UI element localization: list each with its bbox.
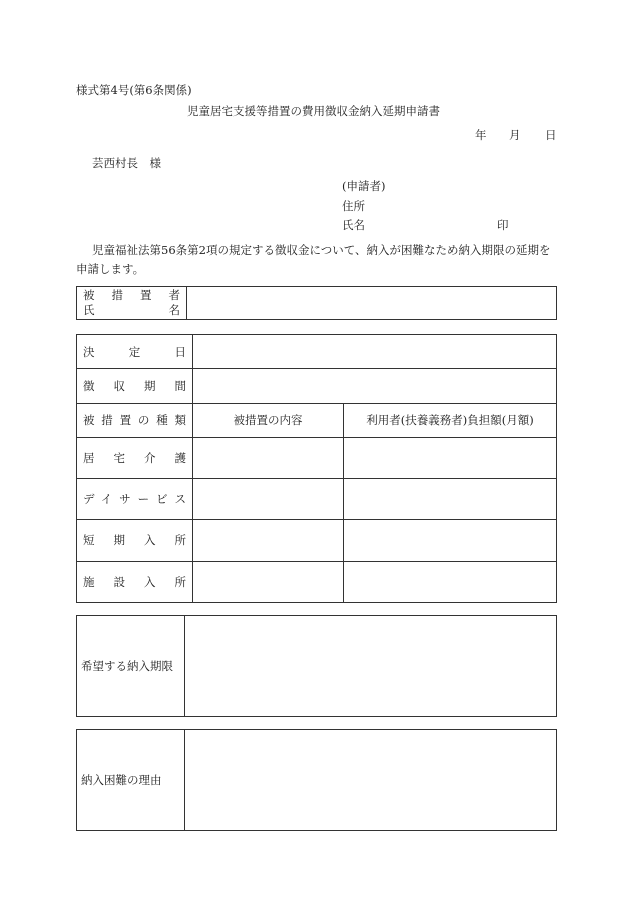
date-month-label: 月	[509, 128, 521, 142]
burden-amount-header: 利用者(扶養義務者)負担額(月額)	[344, 403, 557, 437]
subject-name-label-line2: 氏 名	[83, 303, 180, 317]
measure-type-header: 被措置の種類	[77, 403, 193, 437]
row-label-home-care: 居 宅 介 護	[77, 437, 193, 478]
date-day-label: 日	[545, 128, 557, 142]
subject-name-table	[76, 286, 557, 320]
desired-deadline-label: 希望する納入期限	[77, 616, 185, 717]
addressee: 芸西村長 様	[92, 156, 161, 170]
home-care-content-field[interactable]	[193, 437, 344, 478]
subject-name-label	[77, 287, 187, 320]
facility-burden-field[interactable]	[344, 561, 557, 602]
row-label-day-service: デイサービス	[77, 479, 193, 520]
form-number: 様式第4号(第6条関係)	[76, 83, 192, 97]
day-service-content-field[interactable]	[193, 479, 344, 520]
subject-name-field[interactable]	[187, 287, 557, 320]
desired-deadline-field[interactable]	[185, 616, 557, 717]
subject-name-label-line1: 被 措 置 者	[83, 288, 180, 302]
facility-content-field[interactable]	[193, 561, 344, 602]
desired-deadline-table	[76, 615, 557, 717]
seal-label: 印	[497, 218, 509, 232]
short-stay-content-field[interactable]	[193, 520, 344, 561]
row-label-short-stay: 短 期 入 所	[77, 520, 193, 561]
body-text-line2: 申請します。	[76, 262, 145, 276]
difficulty-reason-table	[76, 729, 557, 831]
collection-period-label: 徴 収 期 間	[77, 369, 193, 403]
body-text-line1: 児童福祉法第56条第2項の規定する徴収金について、納入が困難なため納入期限の延期を	[92, 243, 551, 257]
measure-table	[76, 334, 557, 603]
name-label: 氏名	[342, 218, 365, 232]
row-label-facility: 施 設 入 所	[77, 561, 193, 602]
form-title: 児童居宅支援等措置の費用徴収金納入延期申請書	[187, 104, 440, 118]
difficulty-reason-field[interactable]	[185, 730, 557, 831]
address-label: 住所	[342, 199, 365, 213]
difficulty-reason-label: 納入困難の理由	[77, 730, 185, 831]
short-stay-burden-field[interactable]	[344, 520, 557, 561]
home-care-burden-field[interactable]	[344, 437, 557, 478]
applicant-header: (申請者)	[342, 179, 386, 193]
collection-period-field[interactable]	[193, 369, 557, 403]
measure-content-header: 被措置の内容	[193, 403, 344, 437]
day-service-burden-field[interactable]	[344, 479, 557, 520]
decision-date-field[interactable]	[193, 335, 557, 369]
date-year-label: 年	[475, 128, 487, 142]
decision-date-label: 決 定 日	[77, 335, 193, 369]
